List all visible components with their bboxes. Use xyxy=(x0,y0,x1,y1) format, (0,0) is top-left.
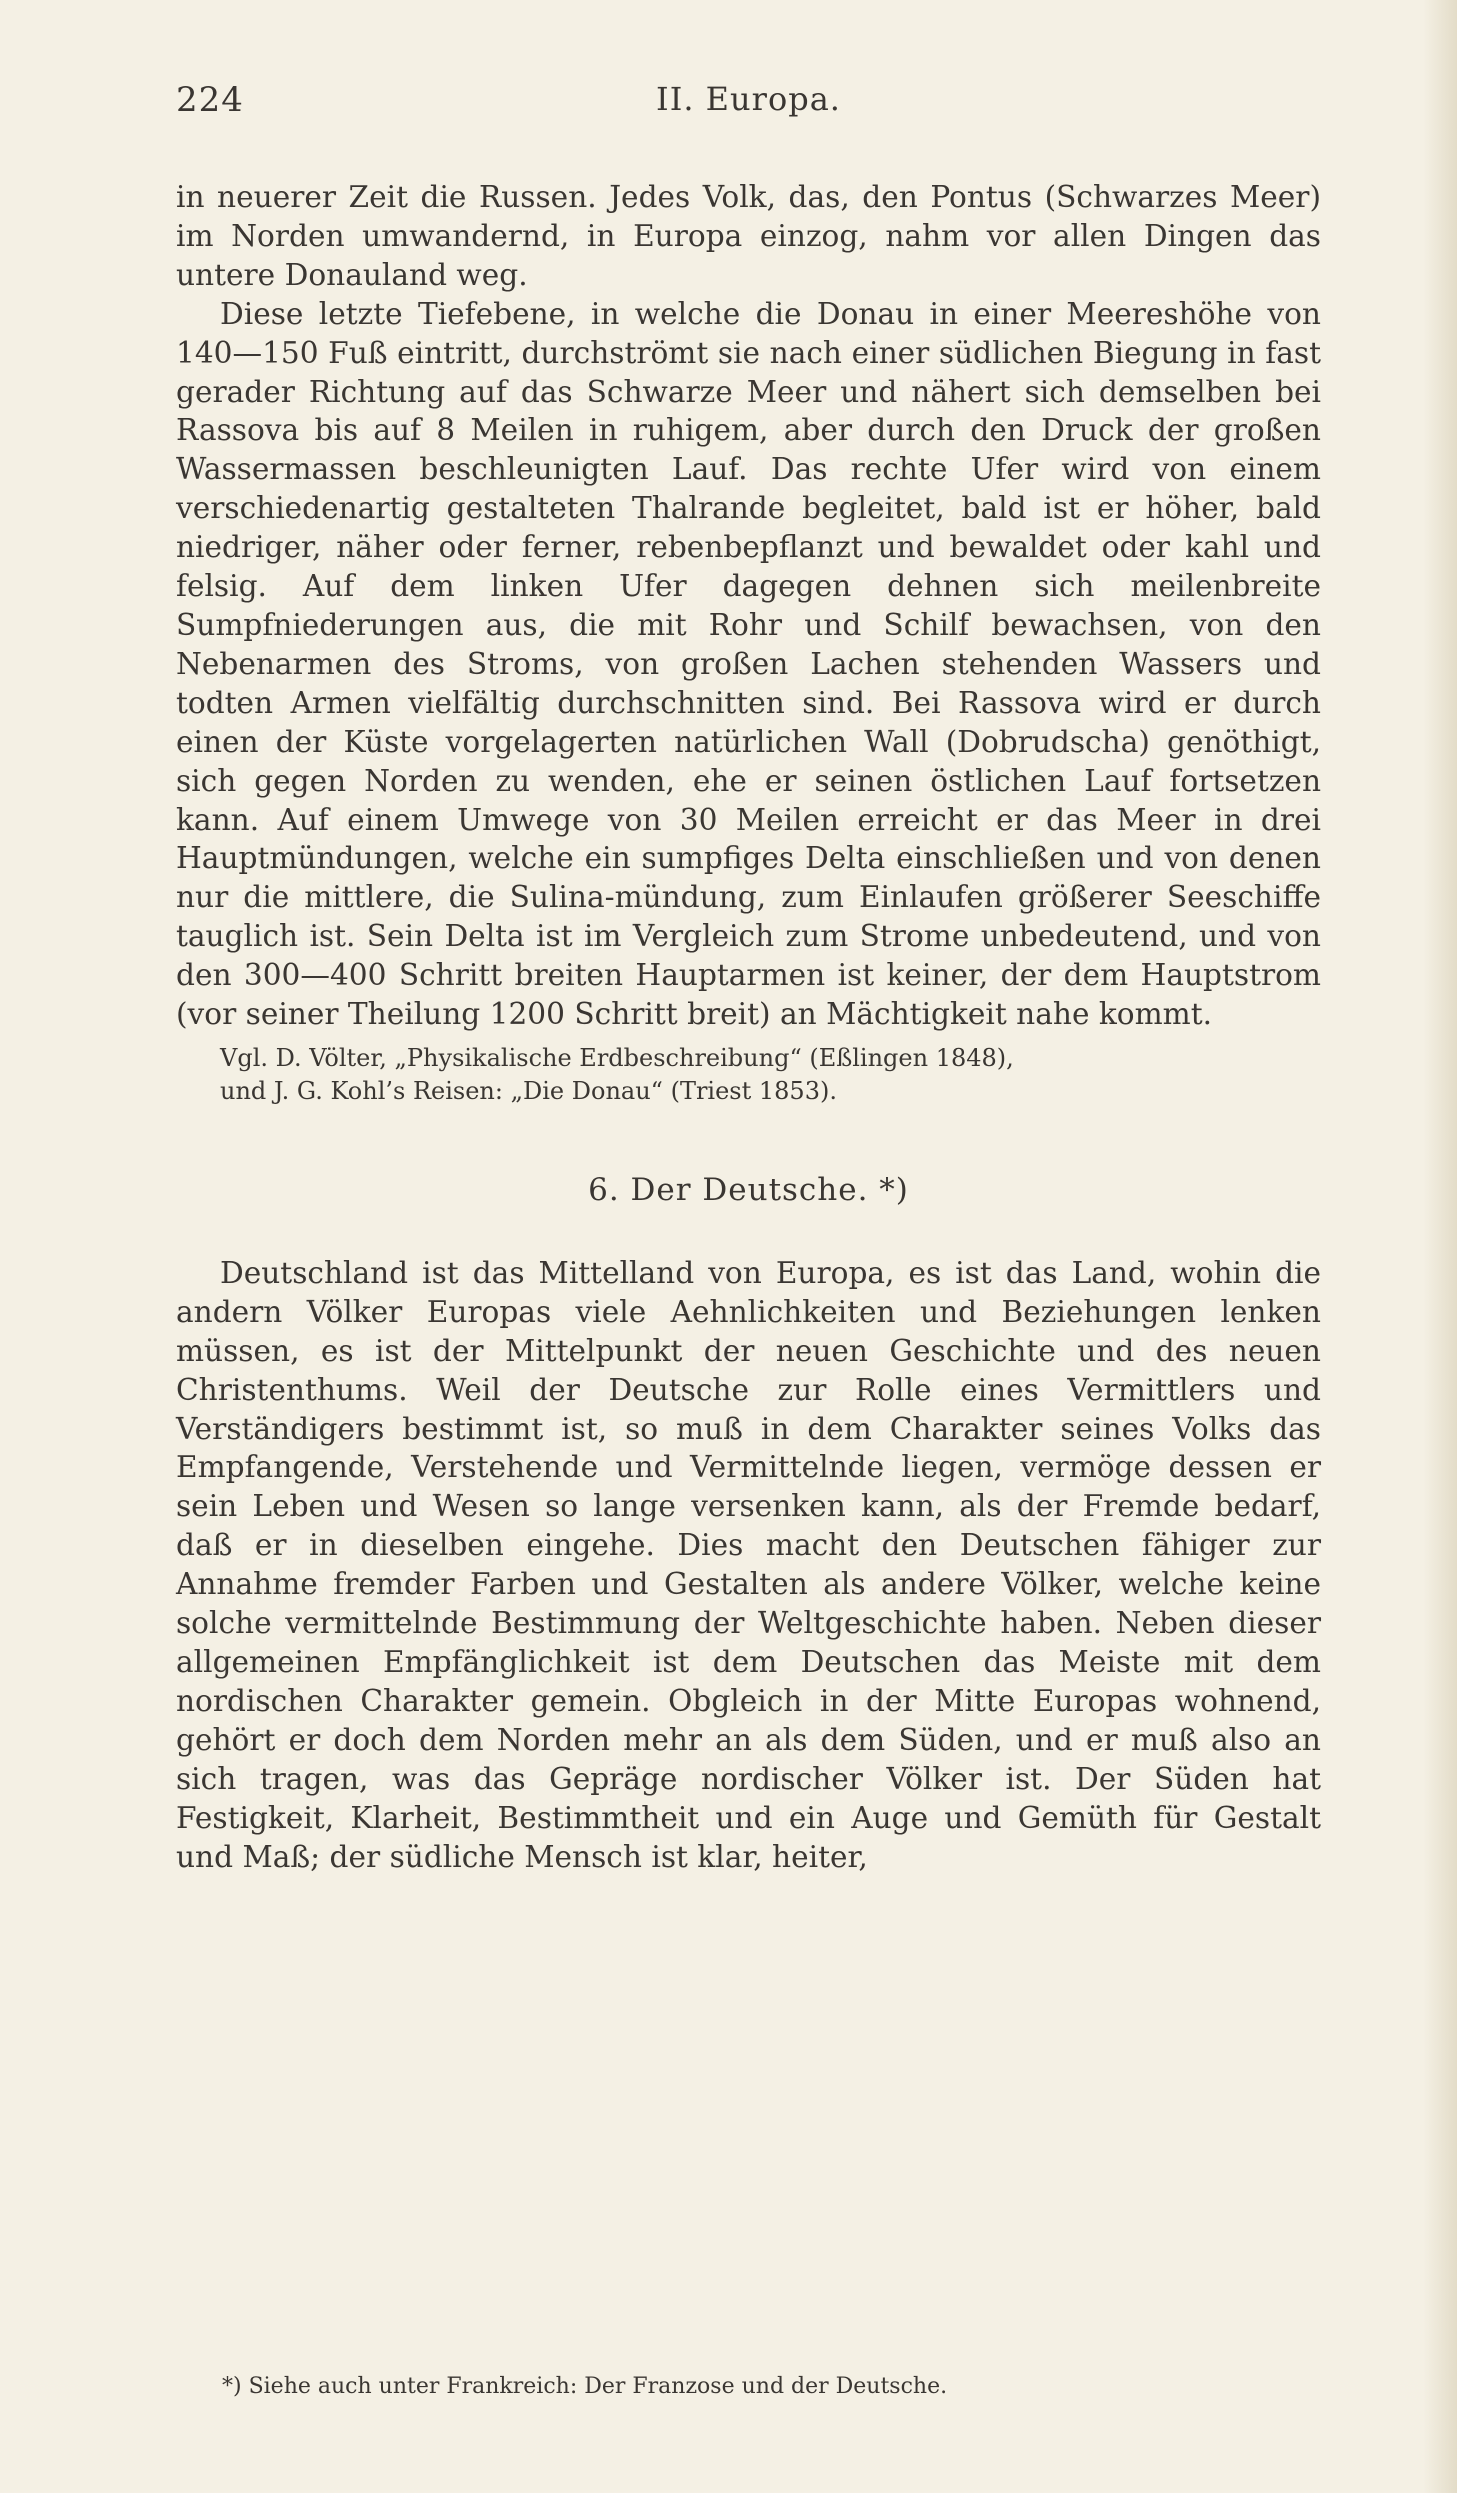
page-number: 224 xyxy=(176,80,244,120)
section-heading: 6. Der Deutsche. *) xyxy=(588,1171,909,1208)
page-edge-shadow xyxy=(1423,0,1457,2493)
reference-note-line: und J. G. Kohl’s Reisen: „Die Donau“ (Triest 1853). xyxy=(220,1076,837,1105)
footnote: *) Siehe auch unter Frankreich: Der Franzose und der Deutsche. xyxy=(222,2374,948,2399)
reference-note xyxy=(220,1042,1321,1108)
page-header xyxy=(176,70,1321,130)
reference-note-line: Vgl. D. Völter, „Physikalische Erdbeschreibung“ (Eßlingen 1848), xyxy=(220,1043,1014,1072)
running-head: II. Europa. xyxy=(656,80,841,118)
main-text xyxy=(176,178,1321,1876)
paragraph-danube-lowland: Diese letzte Tiefebene, in welche die Donau in einer Meereshöhe von 140—150 Fuß eintritt, durchströmt sie nach einer südlichen Biegung in fast gerader Richtung auf das Schwarze Meer und nähert sich demselben bei Rassova bis auf 8 Meilen in ruhigem, aber durch den Druck der großen Wassermassen beschleunigten Lauf. Das rechte Ufer wird von einem verschiedenartig gestalteten Thalrande begleitet, bald ist er höher, bald niedriger, näher oder ferner, rebenbepflanzt und bewaldet oder kahl und felsig. Auf dem linken Ufer dagegen dehnen sich meilenbreite Sumpfniederungen aus, die mit Rohr und Schilf bewachsen, von den Nebenarmen des Stroms, von großen Lachen stehenden Wassers und todten Armen vielfältig durchschnitten sind. Bei Rassova wird er durch einen der Küste vorgelagerten natürlichen Wall (Dobrudscha) genöthigt, sich gegen Norden zu wenden, ehe er seinen östlichen Lauf fortsetzen kann. Auf einem Umwege von 30 Meilen erreicht er das Meer in drei Hauptmündungen, welche ein sumpfiges Delta einschließen und von denen nur die mittlere, die Sulina-mündung, zum Einlaufen größerer Seeschiffe tauglich ist. Sein Delta ist im Vergleich zum Strome unbedeutend, und von den 300—400 Schritt breiten Hauptarmen ist keiner, der dem Hauptstrom (vor seiner Theilung 1200 Schritt breit) an Mächtigkeit nahe kommt. xyxy=(176,296,1321,1032)
paragraph-der-deutsche: Deutschland ist das Mittelland von Europa, es ist das Land, wohin die andern Völker Europas viele Aehnlichkeiten und Beziehungen lenken müssen, es ist der Mittelpunkt der neuen Geschichte und des neuen Christenthums. Weil der Deutsche zur Rolle eines Vermittlers und Verständigers bestimmt ist, so muß in dem Charakter seines Volks das Empfangende, Verstehende und Vermittelnde liegen, vermöge dessen er sein Leben und Wesen so lange versenken kann, als der Fremde bedarf, daß er in dieselben eingehe. Dies macht den Deutschen fähiger zur Annahme fremder Farben und Gestalten als andere Völker, welche keine solche vermittelnde Bestimmung der Weltgeschichte haben. Neben dieser allgemeinen Empfänglichkeit ist dem Deutschen das Meiste mit dem nordischen Charakter gemein. Obgleich in der Mitte Europas wohnend, gehört er doch dem Norden mehr an als dem Süden, und er muß also an sich tragen, was das Gepräge nordischer Völker ist. Der Süden hat Festigkeit, Klarheit, Bestimmtheit und ein Auge und Gemüth für Gestalt und Maß; der südliche Mensch ist klar, heiter, xyxy=(176,1255,1321,1874)
paragraph-continuation: in neuerer Zeit die Russen. Jedes Volk, das, den Pontus (Schwarzes Meer) im Norden umwandernd, in Europa einzog, nahm vor allen Dingen das untere Donauland weg. xyxy=(176,180,1321,292)
